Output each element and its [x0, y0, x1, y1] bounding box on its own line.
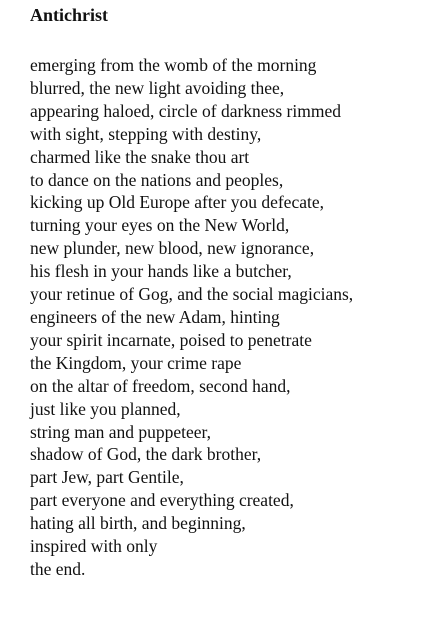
poem-line: string man and puppeteer,	[30, 421, 212, 442]
poem-line: the Kingdom, your crime rape	[30, 352, 242, 373]
poem-line: your spirit incarnate, poised to penetrate	[30, 329, 312, 350]
poem-line: with sight, stepping with destiny,	[30, 123, 262, 144]
poem-page	[30, 4, 426, 581]
poem-line: appearing haloed, circle of darkness rimmed	[30, 100, 341, 121]
poem-title: Antichrist	[30, 5, 108, 25]
poem-line: shadow of God, the dark brother,	[30, 444, 262, 465]
poem-line: charmed like the snake thou art	[30, 146, 250, 167]
poem-line: engineers of the new Adam, hinting	[30, 306, 280, 327]
poem-line: inspired with only	[30, 536, 158, 557]
poem-body	[30, 54, 426, 581]
poem-line: turning your eyes on the New World,	[30, 215, 290, 236]
poem-line: kicking up Old Europe after you defecate,	[30, 192, 324, 213]
poem-line: new plunder, new blood, new ignorance,	[30, 238, 315, 259]
poem-line: to dance on the nations and peoples,	[30, 169, 284, 190]
poem-line: his flesh in your hands like a butcher,	[30, 261, 292, 282]
poem-line: on the altar of freedom, second hand,	[30, 375, 291, 396]
poem-line: hating all birth, and beginning,	[30, 513, 246, 534]
poem-line: the end.	[30, 558, 86, 579]
poem-line: emerging from the womb of the morning	[30, 55, 317, 75]
poem-line: blurred, the new light avoiding thee,	[30, 77, 285, 98]
poem-line: just like you planned,	[30, 398, 181, 419]
poem-line: part Jew, part Gentile,	[30, 467, 184, 488]
poem-line: your retinue of Gog, and the social magicians,	[30, 284, 354, 305]
poem-line: part everyone and everything created,	[30, 490, 294, 511]
